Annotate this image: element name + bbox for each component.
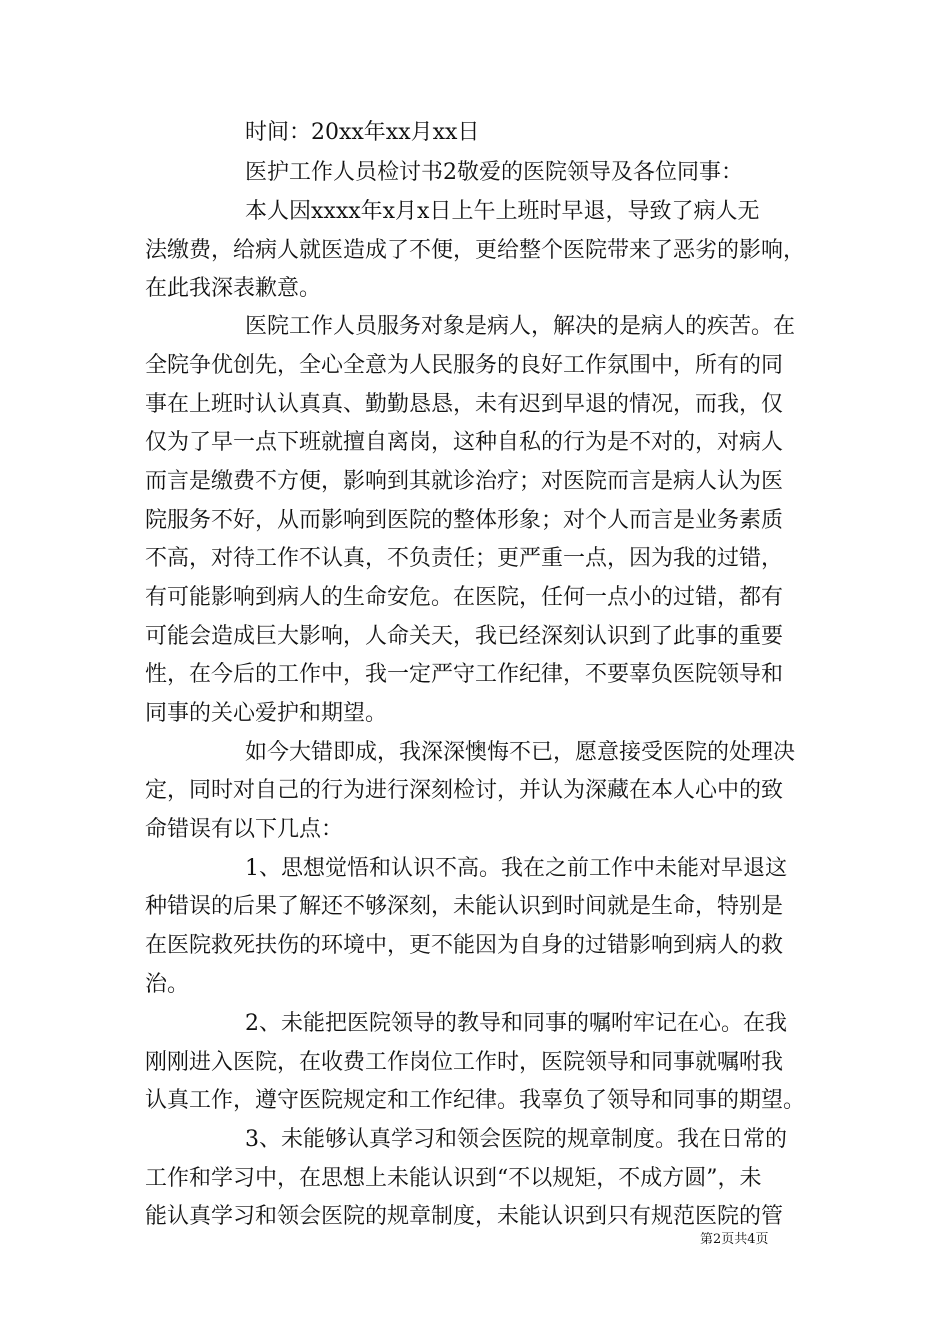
paragraph-line: 本人因xxxx年x月x日上午上班时早退，导致了病人无 bbox=[245, 199, 760, 224]
paragraph-line: 命错误有以下几点： bbox=[145, 817, 344, 842]
paragraph-line: 院服务不好，从而影响到医院的整体形象；对个人而言是业务素质 bbox=[145, 508, 784, 533]
paragraph-line: 不高，对待工作不认真，不负责任；更严重一点，因为我的过错， bbox=[145, 546, 784, 571]
paragraph-line: 治。 bbox=[145, 972, 190, 997]
paragraph-line: 定，同时对自己的行为进行深刻检讨，并认为深藏在本人心中的致 bbox=[145, 778, 784, 803]
paragraph-line: 3、未能够认真学习和领会医院的规章制度。我在日常的 bbox=[245, 1127, 787, 1152]
paragraph-line: 2、未能把医院领导的教导和同事的嘱咐牢记在心。在我 bbox=[245, 1011, 787, 1036]
paragraph-line: 如今大错即成，我深深懊悔不已，愿意接受医院的处理决 bbox=[245, 740, 796, 765]
paragraph-line: 能认真学习和领会医院的规章制度，未能认识到只有规范医院的管 bbox=[145, 1204, 784, 1229]
paragraph-line: 种错误的后果了解还不够深刻，未能认识到时间就是生命，特别是 bbox=[145, 894, 784, 919]
paragraph-line: 可能会造成巨大影响，人命关天，我已经深刻认识到了此事的重要 bbox=[145, 624, 784, 649]
paragraph-line: 法缴费，给病人就医造成了不便，更给整个医院带来了恶劣的影响， bbox=[145, 238, 806, 263]
paragraph-line: 工作和学习中，在思想上未能认识到“不以规矩，不成方圆”，未 bbox=[145, 1166, 762, 1191]
paragraph-line: 医院工作人员服务对象是病人，解决的是病人的疾苦。在 bbox=[245, 314, 796, 339]
paragraph-line: 而言是缴费不方便，影响到其就诊治疗；对医院而言是病人认为医 bbox=[145, 469, 784, 494]
paragraph-line: 在医院救死扶伤的环境中，更不能因为自身的过错影响到病人的救 bbox=[145, 933, 784, 958]
paragraph-line: 认真工作，遵守医院规定和工作纪律。我辜负了领导和同事的期望。 bbox=[145, 1088, 806, 1113]
paragraph-line: 在此我深表歉意。 bbox=[145, 276, 322, 301]
paragraph-line: 刚刚进入医院，在收费工作岗位工作时，医院领导和同事就嘱咐我 bbox=[145, 1050, 784, 1075]
paragraph-line: 事在上班时认认真真、勤勤恳恳，未有迟到早退的情况，而我，仅 bbox=[145, 392, 784, 417]
paragraph-line: 1、思想觉悟和认识不高。我在之前工作中未能对早退这 bbox=[245, 856, 787, 881]
paragraph-line: 有可能影响到病人的生命安危。在医院，任何一点小的过错，都有 bbox=[145, 585, 784, 610]
heading-line: 医护工作人员检讨书2敬爱的医院领导及各位同事： bbox=[245, 160, 743, 185]
paragraph-line: 全院争优创先，全心全意为人民服务的良好工作氛围中，所有的同 bbox=[145, 353, 784, 378]
paragraph-line: 同事的关心爱护和期望。 bbox=[145, 701, 388, 726]
paragraph-line: 性，在今后的工作中，我一定严守工作纪律，不要辜负医院领导和 bbox=[145, 662, 784, 687]
page-footer: 第2页共4页 bbox=[700, 1232, 769, 1247]
date-line: 时间：20xx年xx月xx日 bbox=[245, 120, 480, 145]
paragraph-line: 仅为了早一点下班就擅自离岗，这种自私的行为是不对的，对病人 bbox=[145, 430, 784, 455]
